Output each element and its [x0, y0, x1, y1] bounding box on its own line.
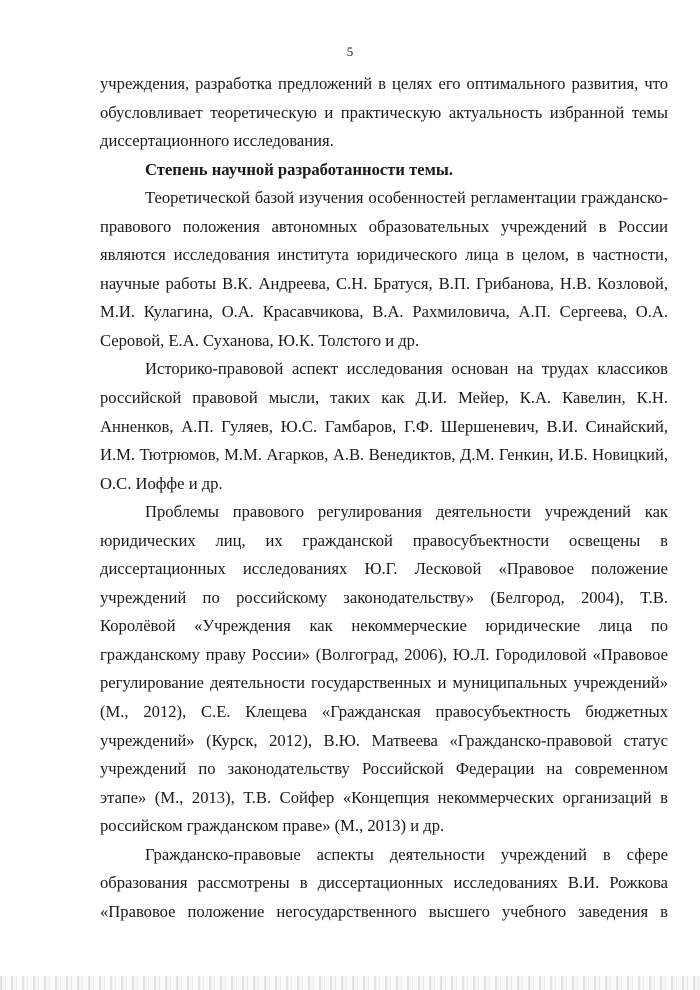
text-line: образования рассмотрены в диссертационных исследованиях В.И. Рожкова [100, 873, 668, 893]
text-line: учреждений» (Курск, 2012), В.Ю. Матвеева «Гражданско-правовой статус [100, 730, 668, 750]
text-line: (М., 2012), С.Е. Клещева «Гражданская правосубъектность бюджетных [100, 702, 668, 722]
text-line: Королёвой «Учреждения как некоммерческие юридические лица по [100, 616, 668, 636]
text-line: российской правовой мысли, таких как Д.И. Мейер, К.А. Кавелин, К.Н. [100, 388, 668, 408]
text-line: «Правовое положение негосударственного высшего учебного заведения в [100, 901, 668, 921]
text-line: правового положения автономных образовательных учреждений в России [100, 216, 668, 236]
text-line: этапе» (М., 2013), Т.В. Сойфер «Концепция некоммерческих организаций в [100, 787, 668, 807]
text-line: диссертационных исследованиях Ю.Г. Лесковой «Правовое положение [100, 559, 668, 579]
text-line: М.И. Кулагина, О.А. Красавчикова, В.А. Рахмиловича, А.П. Сергеева, О.А. [100, 302, 668, 322]
scan-edge-strip [0, 976, 700, 990]
text-line: Проблемы правового регулирования деятельности учреждений как [145, 502, 668, 522]
text-line: Историко-правовой аспект исследования основан на трудах классиков [145, 359, 668, 379]
text-line: диссертационного исследования. [100, 131, 334, 151]
text-line: учреждений по российскому законодательству» (Белгород, 2004), Т.В. [100, 587, 668, 607]
text-line: научные работы В.К. Андреева, С.Н. Братуся, В.П. Грибанова, Н.В. Козловой, [100, 273, 668, 293]
text-line: И.М. Тютрюмов, М.М. Агарков, А.В. Венедиктов, Д.М. Генкин, И.Б. Новицкий, [100, 445, 668, 465]
text-line: гражданскому праву России» (Волгоград, 2006), Ю.Л. Городиловой «Правовое [100, 644, 668, 664]
text-line: Анненков, А.П. Гуляев, Ю.С. Гамбаров, Г.Ф. Шершеневич, В.И. Синайский, [100, 416, 668, 436]
text-line: Теоретической базой изучения особенностей регламентации гражданско- [145, 188, 668, 208]
text-line: Гражданско-правовые аспекты деятельности учреждений в сфере [145, 844, 668, 864]
text-line: российском гражданском праве» (М., 2013) и др. [100, 816, 445, 836]
text-line: являются исследования института юридического лица в целом, в частности, [100, 245, 668, 265]
text-line: учреждения, разработка предложений в целях его оптимального развития, что [100, 74, 668, 93]
section-heading: Степень научной разработанности темы. [145, 159, 454, 179]
body-text [100, 70, 668, 926]
text-line: Серовой, Е.А. Суханова, Ю.К. Толстого и др. [100, 330, 420, 350]
text-line: юридических лиц, их гражданской правосубъектности освещены в [100, 530, 668, 550]
page-number: 5 [346, 44, 354, 59]
text-line: учреждений по законодательству Российской Федерации на современном [100, 759, 668, 779]
text-line: регулирование деятельности государственных и муниципальных учреждений» [100, 673, 668, 693]
text-line: О.С. Иоффе и др. [100, 473, 223, 493]
text-line: обусловливает теоретическую и практическую актуальность избранной темы [100, 102, 668, 122]
